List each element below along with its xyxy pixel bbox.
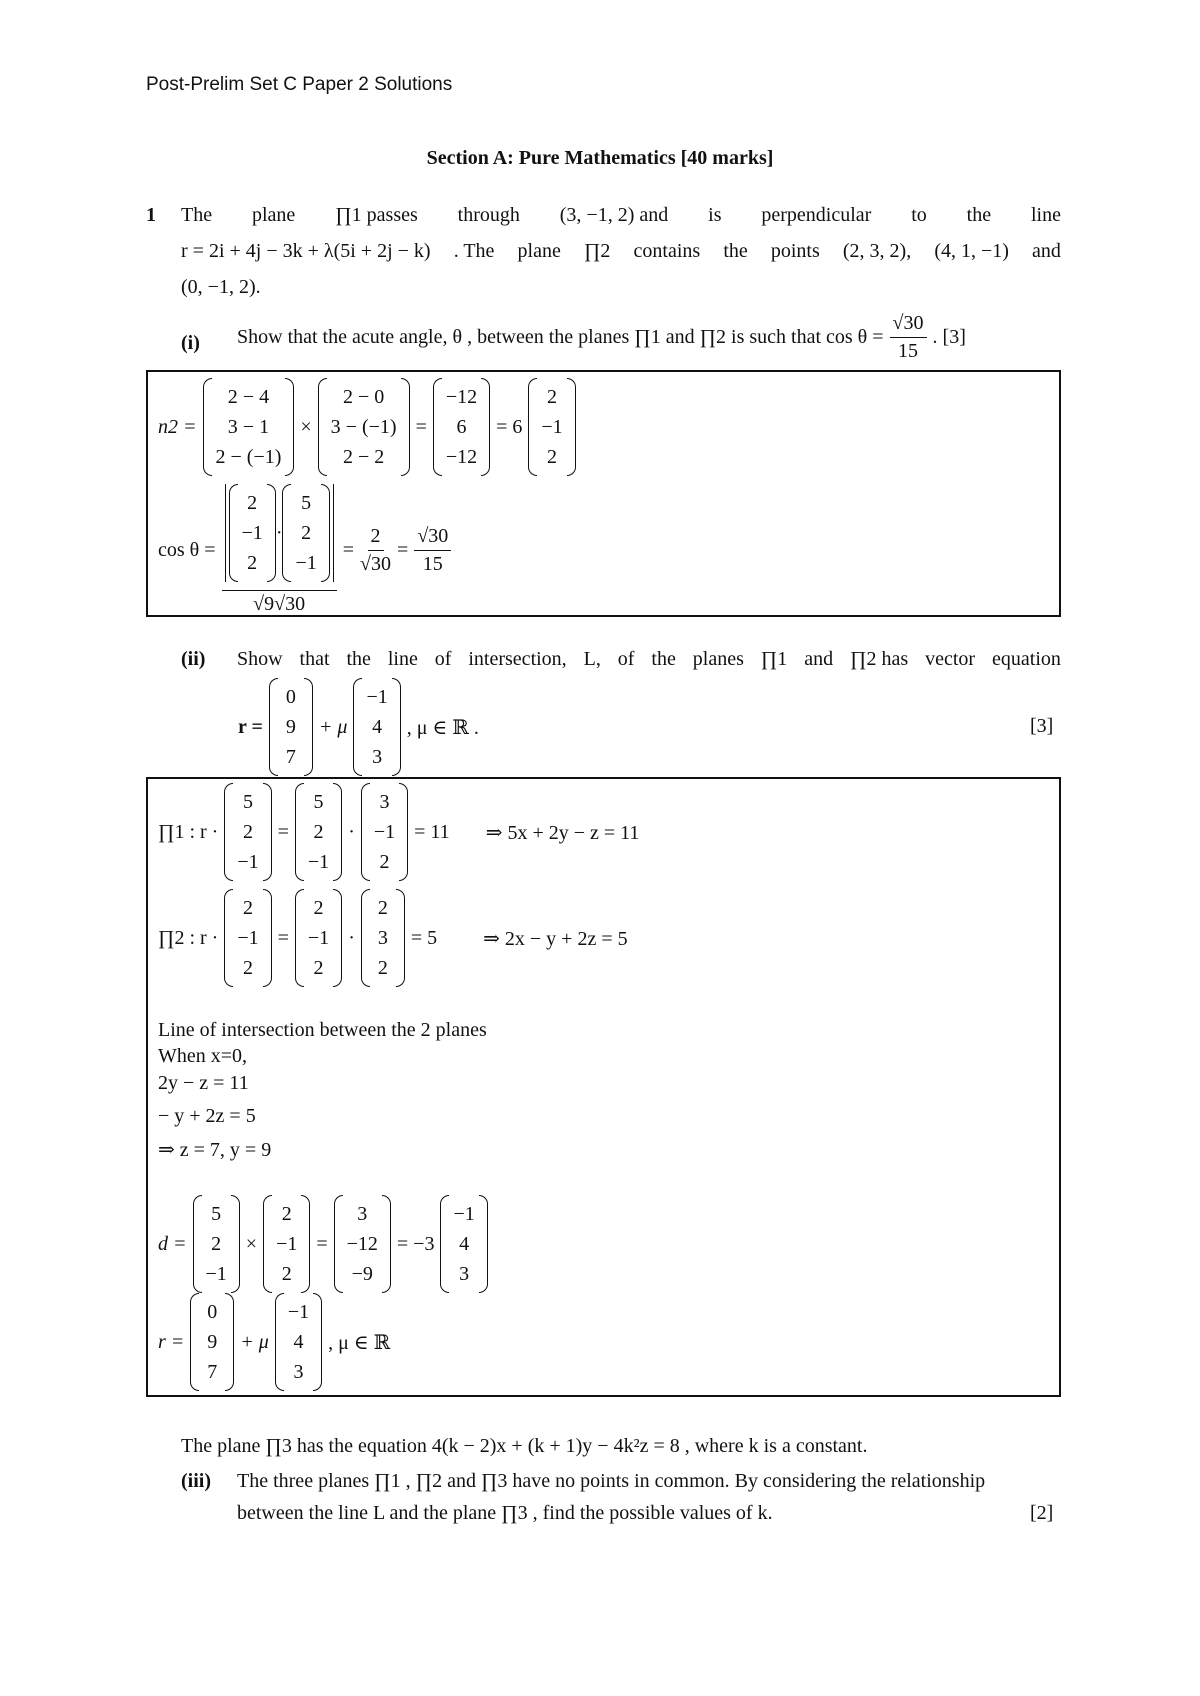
left-bracket xyxy=(229,484,238,582)
left-bracket xyxy=(275,1293,284,1391)
part-iii-label: (iii) xyxy=(181,1470,211,1492)
plane-1-equation xyxy=(158,783,639,881)
word: (2, 3, 2), xyxy=(842,240,912,262)
vector-n2-b xyxy=(318,378,410,476)
vector-entry: 5 xyxy=(211,1203,222,1225)
vector-entry: −1 xyxy=(541,416,563,438)
vector-entry: −1 xyxy=(307,851,330,873)
abs-value xyxy=(225,484,334,582)
fraction-2-numerator: 2 xyxy=(368,525,384,551)
vector-entry: −1 xyxy=(287,1301,310,1323)
word: perpendicular xyxy=(761,204,872,226)
plane-2-point xyxy=(361,889,405,987)
vector-entry: 2 xyxy=(313,821,324,843)
plane-1-normal-repeat xyxy=(295,783,342,881)
equals-sign: = xyxy=(277,926,289,949)
vector-entry: −1 xyxy=(373,821,396,843)
plane-2-label: ∏2 : r · xyxy=(158,926,219,949)
word: L, xyxy=(583,648,601,670)
equals-sign: = xyxy=(342,538,355,561)
vector-entry: −12 xyxy=(346,1233,378,1255)
cos-theta-fraction xyxy=(890,312,927,363)
vector-entry: 2 − 0 xyxy=(342,386,385,408)
cross-vector-a xyxy=(193,1195,240,1293)
vector-entry: −1 xyxy=(295,552,317,574)
right-bracket xyxy=(321,484,330,582)
plane-3-intro: The plane ∏3 has the equation 4(k − 2)x + (k + 1)y − 4k²z = 8 , where k is a constant. xyxy=(181,1435,868,1457)
vector-entry: −1 xyxy=(241,522,263,544)
vector-n2-simplified xyxy=(528,378,575,476)
word: intersection, xyxy=(468,648,567,670)
plus-mu: + μ xyxy=(240,1330,269,1353)
position-vector xyxy=(269,678,313,776)
plane-1-label: ∏1 : r · xyxy=(158,820,219,843)
word: and xyxy=(1032,240,1061,262)
right-bracket xyxy=(396,889,405,987)
direction-calculation xyxy=(158,1195,488,1293)
part-ii-equation xyxy=(238,678,479,776)
vector-entry: 2 xyxy=(242,897,253,919)
vector-entry: 4 xyxy=(293,1331,304,1353)
vector-entry: 2 xyxy=(301,522,312,544)
word: vector xyxy=(925,648,976,670)
plane-2-cartesian: ⇒ 2x − y + 2z = 5 xyxy=(483,927,628,950)
right-bracket xyxy=(263,889,272,987)
fraction-numerator: √30 xyxy=(890,312,927,338)
vector-entry: 7 xyxy=(207,1361,218,1383)
line-direction-vector xyxy=(275,1293,322,1391)
left-bracket xyxy=(193,1195,202,1293)
question-1-line-2 xyxy=(181,240,1061,263)
solution-box-ii xyxy=(146,777,1061,1397)
word: plane xyxy=(251,204,296,226)
fraction-3-denominator: 15 xyxy=(422,552,443,575)
word: ∏1 passes xyxy=(335,204,418,226)
scale-factor: = −3 xyxy=(396,1232,435,1255)
part-ii-marks: [3] xyxy=(1030,715,1054,737)
vector-entry: −9 xyxy=(351,1263,373,1285)
vector-entry: 5 xyxy=(242,791,253,813)
vector-entry: 2 − (−1) xyxy=(215,446,282,468)
vector-entry: 7 xyxy=(285,746,296,768)
word: (3, −1, 2) and xyxy=(559,204,669,226)
word: line xyxy=(1031,204,1061,226)
plane-2-equation xyxy=(158,889,628,987)
plane-2-normal-repeat xyxy=(295,889,342,987)
cos-fraction-2 xyxy=(360,525,391,576)
vector-entry: −1 xyxy=(237,927,259,949)
left-bracket xyxy=(353,678,362,776)
line-position-vector xyxy=(190,1293,234,1391)
vector-entry: 3 xyxy=(377,927,388,949)
d-label: d = xyxy=(158,1232,187,1255)
cos-theta-calculation xyxy=(158,484,451,616)
plane-1-normal xyxy=(224,783,271,881)
word: the xyxy=(723,240,748,262)
vector-entry: 2 xyxy=(242,957,253,979)
plane-1-result: = 11 xyxy=(414,820,450,843)
left-bracket xyxy=(282,484,291,582)
intersection-text: Line of intersection between the 2 planes xyxy=(158,1019,487,1041)
vector-entry: 9 xyxy=(207,1331,218,1353)
right-bracket xyxy=(333,889,342,987)
dot-symbol: · xyxy=(348,926,355,949)
word: planes xyxy=(692,648,744,670)
equation-2: − y + 2z = 5 xyxy=(158,1105,256,1127)
vector-entry: 3 xyxy=(372,746,383,768)
vector-entry: 3 xyxy=(379,791,390,813)
word: the xyxy=(346,648,371,670)
vector-entry: 3 − (−1) xyxy=(330,416,397,438)
section-title: Section A: Pure Mathematics [40 marks] xyxy=(426,147,774,169)
direction-vector xyxy=(353,678,400,776)
plane-2-normal xyxy=(224,889,271,987)
left-bracket xyxy=(224,889,233,987)
vector-entry: 2 xyxy=(547,446,558,468)
word: ∏1 xyxy=(760,648,788,670)
right-bracket xyxy=(285,378,294,476)
vector-entry: −1 xyxy=(276,1233,298,1255)
vector-entry: 0 xyxy=(207,1301,218,1323)
word: to xyxy=(911,204,927,226)
word: plane xyxy=(517,240,561,262)
vector-entry: 2 xyxy=(247,492,258,514)
vector-entry: 2 xyxy=(377,957,388,979)
plane-1-point xyxy=(361,783,408,881)
left-bracket xyxy=(295,889,304,987)
word: is xyxy=(708,204,722,226)
left-bracket xyxy=(203,378,212,476)
vector-entry: 0 xyxy=(285,686,296,708)
right-bracket xyxy=(304,678,313,776)
part-i-label: (i) xyxy=(181,332,200,354)
left-bracket xyxy=(334,1195,343,1293)
dot-symbol: · xyxy=(348,820,355,843)
word: Show xyxy=(237,648,283,670)
line-equation xyxy=(158,1293,390,1391)
vector-entry: 6 xyxy=(456,416,467,438)
right-bracket xyxy=(313,1293,322,1391)
scale-factor: = 6 xyxy=(496,415,523,438)
fraction-denominator: 15 xyxy=(898,340,919,362)
equals-sign: = xyxy=(415,415,427,438)
mu-domain: , μ ∈ ℝ xyxy=(328,1331,391,1354)
right-bracket xyxy=(481,378,490,476)
right-bracket xyxy=(301,1195,310,1293)
direction-result xyxy=(440,1195,487,1293)
right-bracket xyxy=(382,1195,391,1293)
plus-mu: + μ xyxy=(318,715,348,738)
cross-symbol: × xyxy=(245,1232,258,1255)
left-bracket xyxy=(295,783,304,881)
n2-label: n2 = xyxy=(158,415,197,438)
word: ∏2 has xyxy=(850,648,909,670)
cross-vector-b xyxy=(263,1195,310,1293)
vector-entry: 3 xyxy=(293,1361,304,1383)
right-bracket xyxy=(267,484,276,582)
vector-entry: 2 xyxy=(211,1233,222,1255)
part-i-text: Show that the acute angle, θ , between the planes ∏1 and ∏2 is such that cos θ = xyxy=(237,326,884,348)
vector-entry: −1 xyxy=(205,1263,227,1285)
word: equation xyxy=(992,648,1061,670)
r-label: r = xyxy=(238,715,263,738)
part-ii-question xyxy=(237,648,1061,671)
mu-domain: , μ ∈ ℝ . xyxy=(406,716,479,739)
cross-result xyxy=(334,1195,391,1293)
fraction-3-numerator: √30 xyxy=(414,525,451,551)
question-1-line-3: (0, −1, 2). xyxy=(181,276,261,298)
vector-entry: −12 xyxy=(445,386,478,408)
question-number: 1 xyxy=(146,204,156,226)
vector-entry: 4 xyxy=(459,1233,470,1255)
vector-entry: −1 xyxy=(453,1203,475,1225)
word: ∏2 xyxy=(583,240,611,262)
word: line xyxy=(387,648,418,670)
r-label: r = xyxy=(158,1330,185,1353)
fraction-1-denominator: √9√30 xyxy=(253,593,306,615)
equals-sign: = xyxy=(397,538,409,561)
left-bracket xyxy=(224,783,233,881)
word: . The xyxy=(453,240,495,262)
vector-entry: 3 xyxy=(459,1263,470,1285)
vector-entry: 2 xyxy=(379,851,390,873)
fraction-2-denominator: √30 xyxy=(360,552,392,575)
word: The xyxy=(181,204,213,226)
vector-entry: 2 − 4 xyxy=(227,386,270,408)
left-bracket xyxy=(361,783,370,881)
word: of xyxy=(434,648,452,670)
word: contains xyxy=(633,240,701,262)
part-ii-label: (ii) xyxy=(181,648,206,670)
left-bracket xyxy=(433,378,442,476)
cos-label: cos θ = xyxy=(158,538,216,561)
cos-fraction-3 xyxy=(414,525,451,576)
cos-fraction-1 xyxy=(222,484,337,616)
left-bracket xyxy=(361,889,370,987)
part-i-question xyxy=(237,312,966,363)
vector-entry: 2 xyxy=(247,552,258,574)
vector-entry: 5 xyxy=(313,791,324,813)
right-bracket xyxy=(263,783,272,881)
equals-sign: = xyxy=(277,820,289,843)
right-bracket xyxy=(333,783,342,881)
vector-entry: 2 xyxy=(377,897,388,919)
part-iii-line-2: between the line L and the plane ∏3 , find the possible values of k. xyxy=(237,1502,773,1524)
word: the xyxy=(651,648,676,670)
plane-1-cartesian: ⇒ 5x + 2y − z = 11 xyxy=(485,821,640,844)
part-iii-marks: [2] xyxy=(1030,1502,1054,1524)
page-header: Post-Prelim Set C Paper 2 Solutions xyxy=(146,74,453,95)
word: (4, 1, −1) xyxy=(934,240,1009,262)
vector-entry: 2 xyxy=(281,1263,292,1285)
vector-entry: 2 xyxy=(242,821,253,843)
left-bracket xyxy=(269,678,278,776)
vector-entry: 2 xyxy=(281,1203,292,1225)
word: that xyxy=(299,648,330,670)
dot-symbol: · xyxy=(275,521,283,544)
word: of xyxy=(617,648,635,670)
vector-n2-a xyxy=(203,378,295,476)
word: r = 2i + 4j − 3k + λ(5i + 2j − k) xyxy=(181,240,431,262)
vector-entry: 2 xyxy=(313,957,324,979)
left-bracket xyxy=(318,378,327,476)
equation-3: ⇒ z = 7, y = 9 xyxy=(158,1139,272,1161)
vector-entry: −12 xyxy=(445,446,478,468)
n2-calculation xyxy=(158,378,576,476)
right-bracket xyxy=(399,783,408,881)
part-iii-line-1: The three planes ∏1 , ∏2 and ∏3 have no points in common. By considering the relationship xyxy=(237,1470,986,1492)
part-i-marks: . [3] xyxy=(932,326,966,348)
vector-entry: 4 xyxy=(372,716,383,738)
vector-entry: 2 xyxy=(313,897,324,919)
word: through xyxy=(457,204,520,226)
right-bracket xyxy=(567,378,576,476)
right-bracket xyxy=(392,678,401,776)
vector-dot-a xyxy=(229,484,276,582)
dot-product-numerator xyxy=(222,484,337,591)
right-bracket xyxy=(225,1293,234,1391)
left-bracket xyxy=(190,1293,199,1391)
left-bracket xyxy=(528,378,537,476)
vector-entry: 3 xyxy=(357,1203,368,1225)
vector-entry: −1 xyxy=(366,686,388,708)
word: the xyxy=(966,204,992,226)
vector-n2-result xyxy=(433,378,490,476)
solution-box-i xyxy=(146,370,1061,617)
vector-entry: 2 − 2 xyxy=(342,446,385,468)
equals-sign: = xyxy=(316,1232,328,1255)
right-bracket xyxy=(231,1195,240,1293)
vector-entry: 3 − 1 xyxy=(227,416,270,438)
word: points xyxy=(770,240,820,262)
vector-entry: −1 xyxy=(237,851,259,873)
word: and xyxy=(804,648,834,670)
equation-1: 2y − z = 11 xyxy=(158,1072,249,1094)
cross-symbol: × xyxy=(300,415,312,438)
right-bracket xyxy=(479,1195,488,1293)
when-x-zero: When x=0, xyxy=(158,1045,248,1067)
vector-entry: 9 xyxy=(285,716,296,738)
question-1-line-1 xyxy=(181,204,1061,227)
right-bracket xyxy=(401,378,410,476)
left-bracket xyxy=(440,1195,449,1293)
vector-entry: 2 xyxy=(547,386,558,408)
left-bracket xyxy=(263,1195,272,1293)
vector-dot-b xyxy=(282,484,329,582)
plane-2-result: = 5 xyxy=(410,926,438,949)
vector-entry: −1 xyxy=(307,927,330,949)
vector-entry: 5 xyxy=(301,492,312,514)
